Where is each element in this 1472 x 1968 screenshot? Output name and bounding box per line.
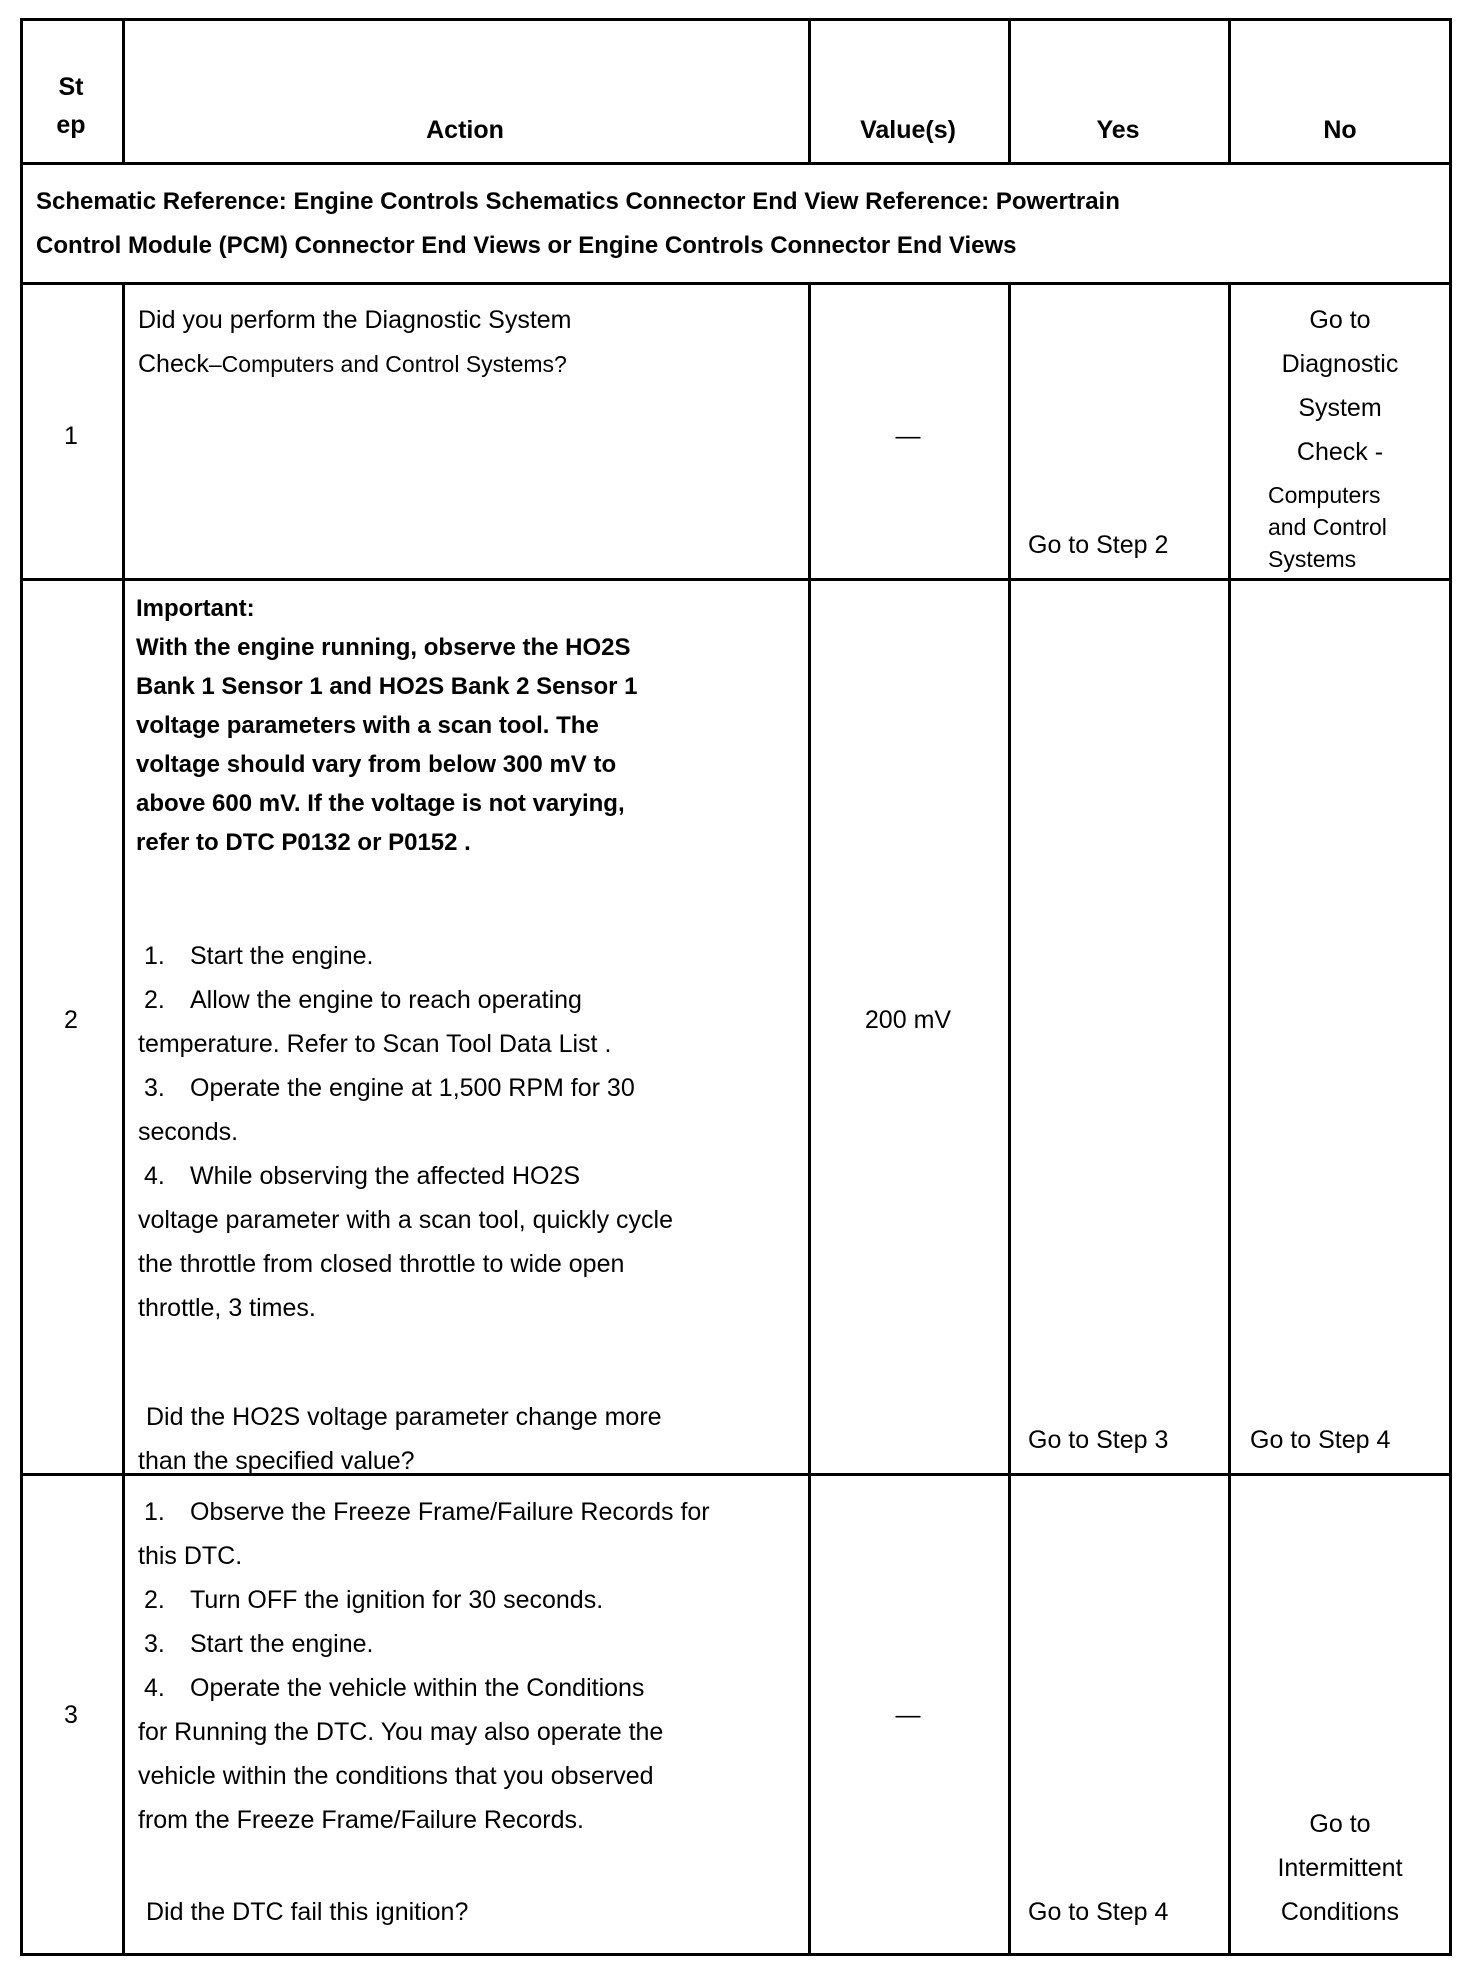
row1-no-small <box>1268 479 1452 575</box>
row1-step: 1 <box>64 422 78 450</box>
row3-step-text: Turn OFF the ignition for 30 seconds. <box>190 1586 604 1614</box>
row2-step-number: 1. <box>144 942 165 970</box>
row3-steps <box>138 1490 798 1842</box>
table-border-top <box>20 18 1452 21</box>
col-divider-no <box>1228 282 1231 1956</box>
row2-step-continuation: the throttle from closed throttle to wide open <box>138 1250 625 1278</box>
row2-question-line2: than the specified value? <box>138 1447 415 1475</box>
row3-no-line3: Conditions <box>1280 1898 1400 1926</box>
row2-step-continuation: temperature. Refer to Scan Tool Data List . <box>138 1030 612 1058</box>
row2-yes: Go to Step 3 <box>1028 1426 1169 1454</box>
row1-action <box>138 298 798 386</box>
row2-step-number: 2. <box>144 986 165 1014</box>
row-divider-reference <box>20 282 1452 285</box>
row2-question-line1: Did the HO2S voltage parameter change more <box>146 1403 662 1431</box>
row1-no-line2: Diagnostic <box>1281 350 1399 378</box>
row3-step-continuation: this DTC. <box>138 1542 243 1570</box>
header-step-line1: St <box>58 73 84 101</box>
row1-check-word: Check <box>138 350 209 378</box>
table-border-bottom <box>20 1953 1452 1956</box>
row1-no-small-line1: Computers <box>1268 482 1381 508</box>
row2-important <box>136 589 796 862</box>
row1-no-small-line3: Systems <box>1268 546 1357 572</box>
header-step <box>20 68 122 144</box>
row3-yes: Go to Step 4 <box>1028 1898 1169 1926</box>
row2-step-text: While observing the affected HO2S <box>190 1162 581 1190</box>
header-step-line2: ep <box>56 111 86 139</box>
row2-step-text: Allow the engine to reach operating <box>190 986 582 1014</box>
row1-yes: Go to Step 2 <box>1028 531 1169 559</box>
row2-step-continuation: voltage parameter with a scan tool, quickly cycle <box>138 1206 673 1234</box>
row2-value: 200 mV <box>864 1006 952 1034</box>
row3-step-number: 1. <box>144 1498 165 1526</box>
row-divider-header <box>20 162 1452 165</box>
row2-step-continuation: throttle, 3 times. <box>138 1294 316 1322</box>
diagnostic-table <box>20 18 1452 1956</box>
row-divider-step1 <box>20 578 1452 581</box>
row1-no-line1: Go to <box>1309 306 1371 334</box>
row1-check-rest: –Computers and Control Systems? <box>208 351 567 377</box>
row1-action-line2 <box>138 342 798 386</box>
row1-no-small-line2: and Control <box>1268 514 1387 540</box>
row2-step-continuation: seconds. <box>138 1118 239 1146</box>
row2-step-text: Operate the engine at 1,500 RPM for 30 <box>190 1074 635 1102</box>
row2-step-item <box>138 1066 798 1110</box>
row3-value: — <box>895 1701 921 1729</box>
row3-no <box>1228 1802 1452 1934</box>
row3-step-item <box>138 1490 798 1534</box>
row3-step-item <box>138 1578 798 1622</box>
table-border-left <box>20 18 23 1956</box>
row2-question <box>138 1395 798 1483</box>
schematic-reference <box>36 180 1436 268</box>
row1-no-line3: System <box>1298 394 1382 422</box>
row1-action-line1: Did you perform the Diagnostic System <box>138 306 572 334</box>
col-divider-yes <box>1008 282 1011 1956</box>
row2-step-number: 3. <box>144 1074 165 1102</box>
row2-step: 2 <box>64 1006 78 1034</box>
row3-step-number: 2. <box>144 1586 165 1614</box>
row3-step-number: 3. <box>144 1630 165 1658</box>
row3-step-text: Observe the Freeze Frame/Failure Records for <box>190 1498 710 1526</box>
header-yes: Yes <box>1096 116 1140 144</box>
row3-step-text: Operate the vehicle within the Conditions <box>190 1674 645 1702</box>
row3-step-text: Start the engine. <box>190 1630 374 1658</box>
row2-important-line2: Bank 1 Sensor 1 and HO2S Bank 2 Sensor 1 <box>136 673 638 700</box>
row2-important-line3: voltage parameters with a scan tool. The <box>136 712 599 739</box>
row1-no-line4: Check - <box>1296 438 1384 466</box>
col-divider-step <box>122 282 125 1956</box>
row2-no: Go to Step 4 <box>1250 1426 1391 1454</box>
row3-question: Did the DTC fail this ignition? <box>146 1898 469 1926</box>
row2-steps <box>138 934 798 1330</box>
row3-step-number: 4. <box>144 1674 165 1702</box>
row2-step-item <box>138 1154 798 1198</box>
row3-step-continuation: for Running the DTC. You may also operate the <box>138 1718 664 1746</box>
row3-step-item <box>138 1666 798 1710</box>
row1-value: — <box>895 422 921 450</box>
row2-important-line6: refer to DTC P0132 or P0152 . <box>136 829 471 856</box>
row2-step-item <box>138 934 798 978</box>
row2-step-text: Start the engine. <box>190 942 374 970</box>
row2-important-line5: above 600 mV. If the voltage is not varying, <box>136 790 625 817</box>
header-values: Value(s) <box>860 116 956 144</box>
row2-step-item <box>138 978 798 1022</box>
row2-important-label: Important: <box>136 595 255 622</box>
reference-line1: Schematic Reference: Engine Controls Schematics Connector End View Reference: Powertrain <box>36 188 1120 215</box>
row3-step-item <box>138 1622 798 1666</box>
row2-important-line1: With the engine running, observe the HO2S <box>136 634 631 661</box>
header-action: Action <box>426 116 504 144</box>
row3-step: 3 <box>64 1701 78 1729</box>
row3-step-continuation: vehicle within the conditions that you observed <box>138 1762 654 1790</box>
header-no: No <box>1323 116 1357 144</box>
row3-no-line1: Go to <box>1309 1810 1371 1838</box>
row3-no-line2: Intermittent <box>1277 1854 1403 1882</box>
row2-step-number: 4. <box>144 1162 165 1190</box>
row1-no <box>1228 298 1452 474</box>
row3-step-continuation: from the Freeze Frame/Failure Records. <box>138 1806 584 1834</box>
reference-line2: Control Module (PCM) Connector End Views or Engine Controls Connector End Views <box>36 232 1017 259</box>
row2-important-line4: voltage should vary from below 300 mV to <box>136 751 617 778</box>
